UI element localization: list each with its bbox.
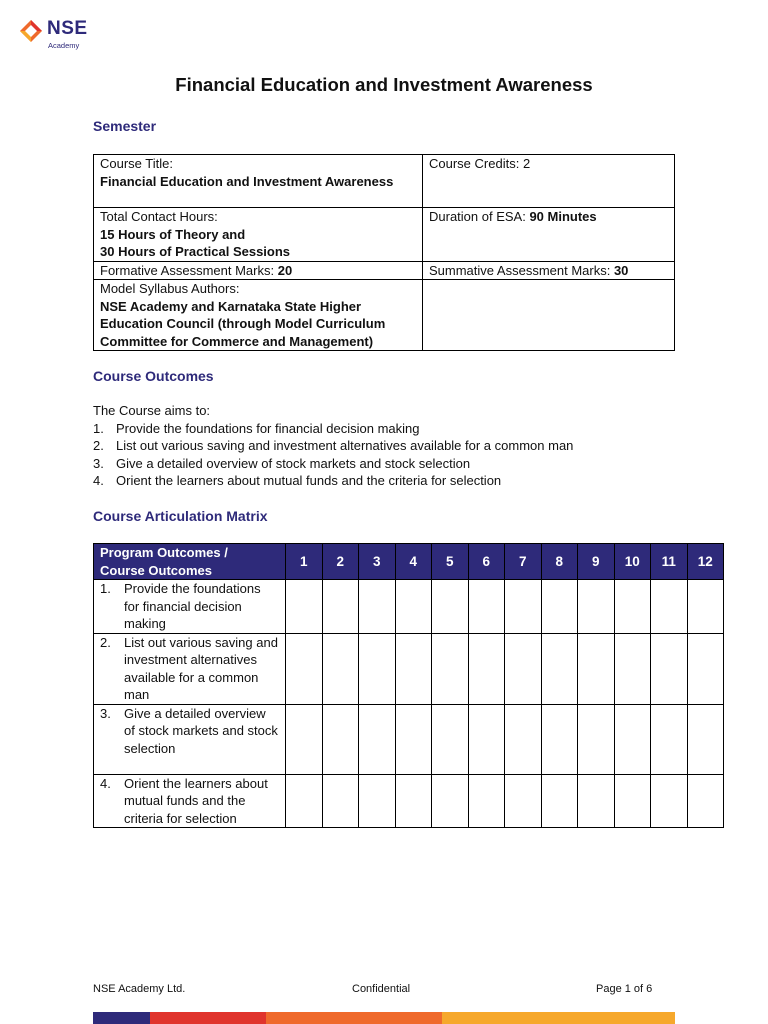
table-row: [94, 704, 724, 774]
course-credits-cell: [423, 155, 675, 208]
course-outcome-cell: [94, 580, 286, 634]
document-title: Financial Education and Investment Awareness: [175, 74, 593, 95]
summative-label: Summative Assessment Marks:: [429, 262, 611, 278]
po-header: 5: [432, 544, 469, 580]
esa-value: 90 Minutes: [529, 209, 597, 224]
footer-bar-segment: [150, 1012, 266, 1024]
list-item-num: 2.: [93, 438, 104, 453]
matrix-cell: [541, 580, 578, 634]
po-header: 8: [541, 544, 578, 580]
info-row-title: [94, 155, 675, 208]
outcomes-list: [93, 402, 573, 490]
matrix-cell: [468, 633, 505, 704]
matrix-cell: [651, 633, 688, 704]
matrix-cell: [687, 633, 724, 704]
course-credits-label: Course Credits:: [429, 156, 520, 171]
matrix-cell: [541, 774, 578, 828]
articulation-matrix: [93, 543, 724, 828]
nse-logo-icon: [20, 20, 42, 42]
table-row: [94, 580, 724, 634]
matrix-cell: [687, 774, 724, 828]
footer-left: NSE Academy Ltd.: [93, 983, 186, 995]
list-item-num: 1.: [93, 420, 104, 436]
course-credits-value: 2: [522, 156, 531, 171]
info-row-authors: [94, 280, 675, 351]
outcomes-heading: Course Outcomes: [93, 368, 214, 384]
authors-value: NSE Academy and Karnataka State Higher Education Council (through Model Curriculum Committee for Commerce and Management): [100, 298, 386, 349]
matrix-cell: [432, 704, 469, 774]
po-header: 9: [578, 544, 615, 580]
po-header: 12: [687, 544, 724, 580]
matrix-cell: [578, 704, 615, 774]
course-outcome-cell: [94, 633, 286, 704]
list-item: [93, 437, 573, 455]
po-header: 10: [614, 544, 651, 580]
matrix-cell: [468, 774, 505, 828]
matrix-cell: [651, 704, 688, 774]
matrix-cell: [432, 774, 469, 828]
co-text: Give a detailed overview of stock markets and stock selection: [124, 705, 278, 756]
matrix-cell: [432, 580, 469, 634]
po-header: 3: [359, 544, 396, 580]
po-header: 2: [322, 544, 359, 580]
logo-name: NSE: [47, 18, 88, 39]
matrix-header-line1: Program Outcomes /: [100, 545, 228, 560]
list-item: [93, 420, 573, 438]
matrix-cell: [359, 774, 396, 828]
contact-hours-line2: 30 Hours of Practical Sessions: [100, 244, 291, 259]
po-header: 1: [286, 544, 323, 580]
course-outcome-cell: [94, 704, 286, 774]
table-row: [94, 633, 724, 704]
semester-heading: Semester: [93, 118, 157, 134]
matrix-cell: [432, 633, 469, 704]
matrix-header-label: [94, 544, 286, 580]
esa-cell: [423, 208, 675, 262]
matrix-cell: [359, 580, 396, 634]
matrix-cell: [687, 580, 724, 634]
list-item: [93, 455, 573, 473]
formative-cell: [94, 261, 423, 280]
matrix-cell: [359, 704, 396, 774]
course-info-table: [93, 154, 675, 351]
matrix-cell: [286, 580, 323, 634]
matrix-header-row: [94, 544, 724, 580]
list-item-text: Orient the learners about mutual funds and the criteria for selection: [116, 473, 502, 488]
co-num: 2.: [100, 634, 111, 650]
co-text: List out various saving and investment alternatives available for a common man: [124, 634, 278, 702]
nse-academy-logo: [20, 18, 100, 52]
list-item-text: List out various saving and investment alternatives available for a common man: [116, 438, 574, 453]
authors-label: Model Syllabus Authors:: [100, 281, 240, 296]
footer-bar-segment: [93, 1012, 150, 1024]
course-outcome-cell: [94, 774, 286, 828]
matrix-cell: [359, 633, 396, 704]
matrix-cell: [614, 774, 651, 828]
co-num: 1.: [100, 581, 111, 596]
summative-value: 30: [613, 262, 629, 278]
matrix-cell: [286, 633, 323, 704]
authors-cell: [94, 280, 423, 351]
co-num: 4.: [100, 775, 111, 791]
list-item-num: 3.: [93, 455, 104, 471]
esa-label: Duration of ESA:: [429, 209, 526, 224]
matrix-cell: [505, 633, 542, 704]
matrix-cell: [395, 774, 432, 828]
co-num: 3.: [100, 705, 111, 721]
matrix-cell: [322, 704, 359, 774]
co-text: Provide the foundations for financial decision making: [124, 581, 261, 631]
matrix-cell: [541, 633, 578, 704]
logo-sub: Academy: [48, 41, 80, 50]
info-row-hours: [94, 208, 675, 262]
outcomes-intro: The Course aims to:: [93, 403, 211, 418]
matrix-cell: [322, 633, 359, 704]
matrix-cell: [614, 580, 651, 634]
matrix-cell: [286, 704, 323, 774]
matrix-header-line2: Course Outcomes: [100, 562, 212, 578]
info-row-marks: [94, 261, 675, 280]
course-title-value: Financial Education and Investment Awareness: [100, 173, 394, 189]
matrix-cell: [541, 704, 578, 774]
matrix-cell: [578, 774, 615, 828]
formative-label: Formative Assessment Marks:: [100, 262, 275, 278]
table-row: [94, 774, 724, 828]
matrix-cell: [614, 633, 651, 704]
footer-bar-segment: [442, 1012, 675, 1024]
matrix-cell: [614, 704, 651, 774]
matrix-cell: [322, 774, 359, 828]
formative-value: 20: [277, 262, 293, 278]
matrix-heading: Course Articulation Matrix: [93, 508, 268, 524]
matrix-cell: [395, 580, 432, 634]
matrix-cell: [468, 580, 505, 634]
empty-cell: [423, 280, 675, 351]
matrix-cell: [505, 580, 542, 634]
po-header: 6: [468, 544, 505, 580]
footer-center: Confidential: [352, 983, 411, 995]
matrix-cell: [578, 580, 615, 634]
matrix-cell: [505, 774, 542, 828]
po-header: 11: [651, 544, 688, 580]
course-title-cell: [94, 155, 423, 208]
list-item-text: Provide the foundations for financial decision making: [116, 420, 420, 436]
list-item-text: Give a detailed overview of stock markets and stock selection: [116, 455, 471, 471]
list-item-num: 4.: [93, 473, 104, 488]
contact-hours-label: Total Contact Hours:: [100, 209, 218, 224]
co-text: Orient the learners about mutual funds and the criteria for selection: [124, 775, 268, 826]
matrix-cell: [687, 704, 724, 774]
matrix-cell: [395, 704, 432, 774]
contact-hours-cell: [94, 208, 423, 262]
summative-cell: [423, 261, 675, 280]
footer-bar-segment: [266, 1012, 442, 1024]
list-item: [93, 472, 573, 490]
matrix-cell: [286, 774, 323, 828]
po-header: 4: [395, 544, 432, 580]
matrix-cell: [505, 704, 542, 774]
matrix-cell: [395, 633, 432, 704]
matrix-cell: [651, 774, 688, 828]
matrix-cell: [651, 580, 688, 634]
course-title-label: Course Title:: [100, 156, 173, 171]
po-header: 7: [505, 544, 542, 580]
matrix-cell: [468, 704, 505, 774]
matrix-cell: [322, 580, 359, 634]
matrix-cell: [578, 633, 615, 704]
contact-hours-line1: 15 Hours of Theory and: [100, 226, 246, 242]
footer-page-number: Page 1 of 6: [596, 983, 653, 995]
